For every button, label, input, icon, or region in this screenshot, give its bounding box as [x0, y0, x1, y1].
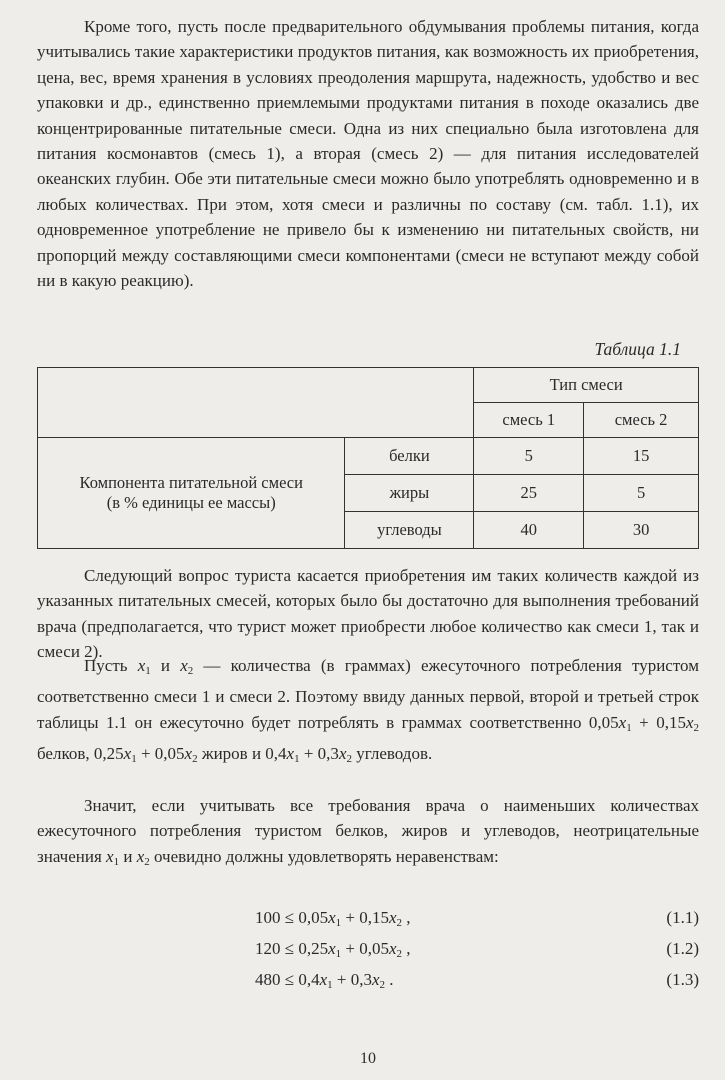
paragraph-inequalities-intro: Значит, если учитывать все требования врача о наименьших количествах ежесуточного потребления туристом белков, жиров и углеводов, неотрицательные значения $x_1$ и $x_2$ очевидно должны удовлетворять неравенствам: [37, 796, 699, 868]
expr-proteins: $0,05x_1 + 0,15x_2$ [588, 712, 699, 734]
var-x2: $x_2$ [136, 846, 150, 868]
row-name-proteins: белки [345, 438, 474, 475]
paragraph-variables: Пусть $x_1$ и $x_2$ — количества (в граммах) ежесуточного потребления туристом соответственно смеси 1 и смеси 2. Поэтому ввиду данных первой, второй и третьей строк таблицы 1.1 он ежесуточно будет потреблять в граммах соответственно $0,05x_1 + 0,15x_2$ белков, $0,25x_1 + 0,05x_2$ жиров и $0,4x_1 + 0,3x_2$ углеводов. [37, 656, 699, 766]
header-mix-2: смесь 2 [584, 403, 699, 438]
row-group-label-line2: (в % единицы ее массы) [106, 493, 276, 512]
paragraph-intro: Кроме того, пусть после предварительного обдумывания проблемы питания, когда учитывались такие характеристики продуктов питания, как возможность их приобретения, цена, вес, время хранения в условиях преодоления маршрута, надежность, удобство и вес упаковки и др., единственно приемлемыми продуктами питания в походе оказались две концентрированные питательные смеси. Одна из них специально была изготовлена для питания космонавтов (смесь 1), а вторая (смесь 2) — для питания исследователей океанских глубин. Обе эти питательные смеси можно было употреблять одновременно и в любых количествах. При этом, хотя смеси и различны по составу (см. табл. 1.1), их одновременное употребление не привело бы к изменению ни питательных свойств, ни пропорций между составляющими смеси компонентами (смеси не вступают между собой ни в какую реакцию). [37, 17, 699, 291]
header-mix-1: смесь 1 [474, 403, 584, 438]
equation-1-1: $100 \le 0,05x_1 + 0,15x_2$ , (1.1) [255, 908, 699, 929]
cell-proteins-mix2: 15 [584, 438, 699, 475]
cell-carbs-mix2: 30 [584, 512, 699, 549]
row-name-carbs: углеводы [345, 512, 474, 549]
expr-carbs: $0,4x_1 + 0,3x_2$ [265, 744, 352, 766]
equation-number: (1.1) [666, 908, 699, 927]
table-empty-corner [38, 368, 474, 438]
paragraph-question: Следующий вопрос туриста касается приобретения им таких количеств каждой из указанных питательных смесей, которых было бы достаточно для выполнения требований врача (предполагается, что турист может приобрести любое количество как смеси 1, так и смеси 2). [37, 566, 699, 662]
equation-number: (1.3) [666, 970, 699, 989]
var-x1: $x_1$ [106, 846, 120, 868]
cell-proteins-mix1: 5 [474, 438, 584, 475]
composition-table [37, 367, 699, 549]
cell-fats-mix1: 25 [474, 475, 584, 512]
header-mix-type: Тип смеси [474, 368, 699, 403]
row-group-label [38, 438, 345, 549]
cell-carbs-mix1: 40 [474, 512, 584, 549]
table-caption: Таблица 1.1 [594, 339, 681, 359]
var-x2: $x_2$ [180, 656, 194, 677]
equation-number: (1.2) [666, 939, 699, 958]
equation-1-2: $120 \le 0,25x_1 + 0,05x_2$ , (1.2) [255, 939, 699, 960]
row-name-fats: жиры [345, 475, 474, 512]
cell-fats-mix2: 5 [584, 475, 699, 512]
page-number: 10 [360, 1050, 376, 1067]
equation-1-3: $480 \le 0,4x_1 + 0,3x_2$ . (1.3) [255, 970, 699, 991]
row-group-label-line1: Компонента питательной смеси [79, 473, 303, 492]
expr-fats: $0,25x_1 + 0,05x_2$ [93, 744, 198, 766]
var-x1: $x_1$ [137, 656, 151, 677]
